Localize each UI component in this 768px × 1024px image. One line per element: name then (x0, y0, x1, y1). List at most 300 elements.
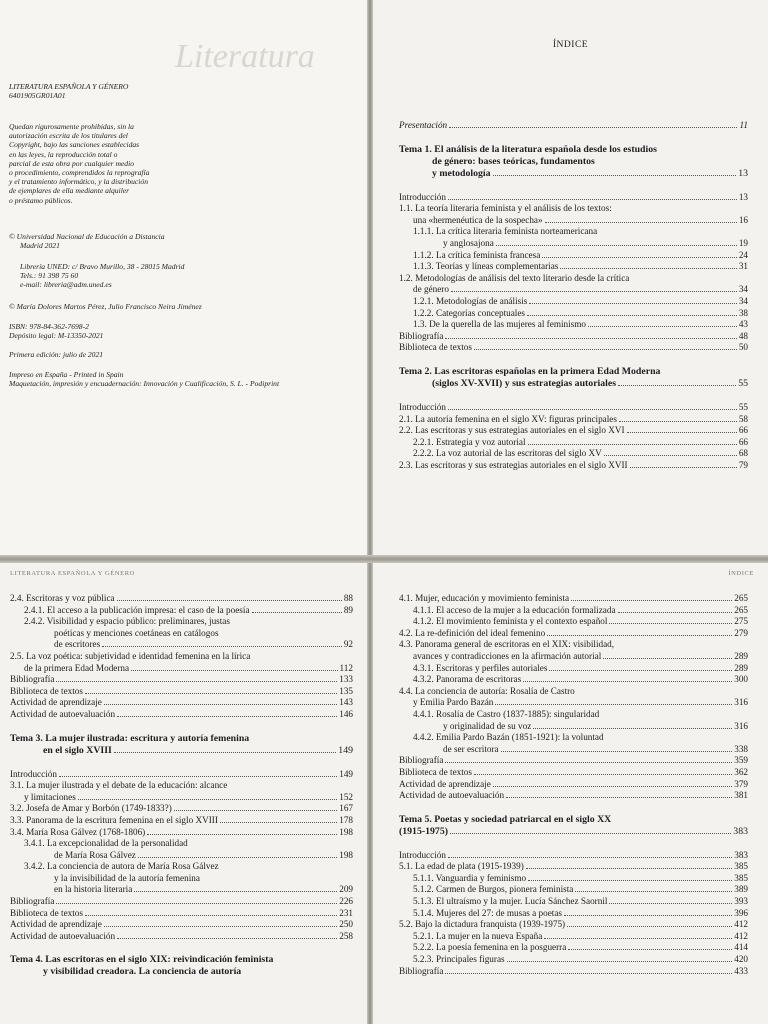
entry-label: Introducción (399, 191, 446, 202)
entry-label: Bibliografía (399, 755, 444, 766)
entry-label: Bibliografía (10, 674, 55, 685)
leader-dots (496, 245, 737, 246)
tema-line (399, 168, 748, 180)
tema-2-title (399, 366, 748, 390)
toc-entry (399, 884, 748, 896)
page-number: 265 (734, 593, 748, 603)
leader-dots (630, 467, 737, 468)
entry-label: 4.1. Mujer, educación y movimiento feminista (399, 593, 570, 603)
toc-entry (10, 815, 353, 827)
leader-dots (449, 127, 737, 128)
leader-dots (104, 926, 337, 927)
page-number: 412 (734, 919, 748, 930)
page-number: 231 (339, 907, 353, 918)
entry-label: 3.3. Panorama de la escritura femenina en el siglo XVIII (10, 814, 218, 825)
rights-notice (9, 122, 149, 205)
leader-dots (523, 681, 732, 682)
entry-label: 1.2.1. Metodologías de análisis (413, 295, 528, 306)
page-number: 420 (734, 954, 748, 965)
toc-entry (399, 908, 748, 920)
leader-dots (445, 762, 732, 763)
leader-dots (493, 175, 737, 176)
leader-dots (567, 926, 732, 927)
bleed-through-text: Literatura (175, 38, 315, 75)
leader-dots (56, 681, 337, 682)
spacer (399, 132, 748, 144)
leader-dots (609, 623, 732, 624)
entry-label: 5.1.2. Carmen de Burgos, pionera feminista (413, 884, 574, 895)
entry-label: Biblioteca de textos (10, 907, 83, 918)
toc-entry (10, 792, 353, 804)
entry-label: 1.1. La teoría literaria feminista y el análisis de los textos: (399, 203, 612, 214)
notice-line: Quedan rigurosamente prohibidas, sin la (9, 122, 134, 131)
spacer (399, 180, 748, 192)
leader-dots (526, 868, 732, 869)
entry-label: 2.2.1. Estrategia y voz autorial (413, 436, 526, 447)
page-number: 258 (339, 930, 353, 941)
running-head: LITERATURA ESPAÑOLA Y GÉNERO (10, 570, 135, 577)
tema-line: Tema 2. Las escritoras españolas en la primera Edad Moderna (399, 365, 661, 377)
toc-entry (399, 402, 748, 414)
toc-entry (399, 437, 748, 449)
entry-label: 2.3. Las escritoras y sus estrategias autoriales en el siglo XVII (399, 459, 628, 470)
toc-entry (399, 261, 748, 273)
copyright-page (0, 0, 367, 555)
spacer (399, 838, 748, 850)
leader-dots (131, 670, 337, 671)
entry-label: Bibliografía (10, 896, 55, 907)
entry-label: 2.4.1. El acceso a la publicación impresa: el caso de la poesía (24, 604, 250, 615)
entry-label: en el siglo XVIII (43, 744, 112, 756)
tema-line: de género: bases teóricas, fundamentos (432, 155, 595, 167)
toc-entry (399, 697, 748, 709)
entry-label: 4.3.2. Panorama de escritoras (413, 674, 522, 685)
toc-entry (10, 919, 353, 931)
tema-3-title (10, 733, 353, 757)
entry-label: Introducción (399, 849, 446, 860)
entry-label: Biblioteca de textos (399, 342, 472, 353)
page-number: 385 (734, 872, 748, 883)
tema-line: Tema 3. La mujer ilustrada: escritura y autoría femenina (10, 732, 250, 744)
leader-dots (528, 444, 737, 445)
leader-dots (474, 349, 737, 350)
edition-line: Primera edición: julio de 2021 (9, 350, 104, 359)
spacer (399, 354, 748, 366)
page-number: 19 (738, 237, 748, 248)
entry-label: poéticas y menciones coetáneas en catálogos (54, 627, 219, 638)
publisher-line: © Universidad Nacional de Educación a Distancia (9, 232, 165, 241)
spacer (10, 721, 353, 733)
entry-label: 5.1.4. Mujeres del 27: de musas a poetas (413, 907, 563, 918)
page-number: 379 (734, 778, 748, 789)
page-number: 167 (339, 803, 353, 814)
toc-entry (399, 250, 748, 262)
toc-entry (399, 779, 748, 791)
leader-dots (619, 421, 737, 422)
page-number: 393 (734, 896, 748, 907)
leader-dots (448, 409, 737, 410)
toc-entry (399, 663, 748, 675)
page-number: 149 (339, 768, 353, 779)
page-number: 385 (734, 861, 748, 872)
entry-label: Introducción (10, 768, 57, 779)
toc-entry (10, 884, 353, 896)
leader-dots (549, 670, 732, 671)
page-number: 265 (734, 604, 748, 615)
spacer (10, 757, 353, 769)
legal-deposit: Depósito legal: M-13350-2021 (9, 331, 104, 341)
entry-label: 2.2.2. La voz autorial de las escritoras del siglo XV (413, 448, 602, 459)
page-number: 112 (339, 662, 353, 673)
page-number: 34 (738, 295, 748, 306)
entry-label: de ser escritora (443, 743, 499, 754)
print-line: Maquetación, impresión y encuadernación: Innovación y Cualificación, S. L. - Podiprint (9, 379, 280, 389)
page-number: 16 (738, 214, 748, 225)
entry-label: Introducción (399, 401, 446, 412)
book-gutter (367, 0, 373, 1024)
leader-dots (527, 315, 737, 316)
authors-line: © María Dolores Martos Pérez, Julio Francisco Neira Jiménez (9, 302, 202, 311)
entry-label: y la invisibilidad de la autoría femenina (54, 872, 200, 883)
page-number: 34 (738, 284, 748, 295)
leader-dots (252, 612, 342, 613)
leader-dots (542, 257, 737, 258)
entry-label: 4.3. Panorama general de escritoras en el XIX: visibilidad, (399, 639, 615, 650)
page-number: 381 (734, 790, 748, 801)
toc-entry (399, 308, 748, 320)
toc-entry (10, 697, 353, 709)
entry-label: y originalidad de su voz (443, 720, 532, 731)
leader-dots (506, 797, 732, 798)
leader-dots (528, 880, 732, 881)
leader-dots (445, 973, 732, 974)
leader-dots (627, 432, 737, 433)
spacer (10, 942, 353, 954)
tema-line (399, 378, 748, 390)
entry-label: 4.4.2. Emilia Pardo Bazán (1851-1921): la voluntad (413, 732, 604, 743)
entry-label: 5.2. Bajo la dictadura franquista (1939-1975) (399, 919, 566, 930)
toc-entry (399, 215, 748, 227)
page-number: 55 (738, 401, 748, 412)
leader-dots (138, 857, 337, 858)
page-number: 89 (343, 604, 353, 615)
page-number: 13 (738, 167, 748, 179)
toc-entry (399, 296, 748, 308)
toc-entry (399, 605, 748, 617)
tema-line: Tema 4. Las escritoras en el siglo XIX: reivindicación feminista (10, 954, 274, 966)
toc-entry (399, 767, 748, 779)
toc-entry (399, 342, 748, 354)
entry-label: y limitaciones (24, 791, 76, 802)
book-title-block (9, 82, 128, 100)
entry-label: y Emilia Pardo Bazán (413, 697, 494, 708)
entry-label: 5.1. La edad de plata (1915-1939) (399, 861, 524, 872)
toc-entry (10, 827, 353, 839)
notice-line: o préstamo públicos. (9, 195, 73, 205)
entry-label: 5.2.2. La poesía femenina en la posguerra (413, 942, 567, 953)
toc-entry (399, 331, 748, 343)
scan-divider (0, 555, 768, 563)
notice-line: en las leyes, la reproducción total o (9, 149, 118, 159)
leader-dots (85, 915, 337, 916)
bookstore-line: Librería UNED: c/ Bravo Murillo, 38 - 28015 Madrid (20, 262, 185, 271)
tema-4-title (10, 954, 353, 978)
entry-label: 2.2. Las escritoras y sus estrategias autoriales en el siglo XVI (399, 425, 625, 436)
toc-entry (10, 850, 353, 862)
leader-dots (618, 612, 733, 613)
page-number: 43 (738, 319, 748, 330)
page-number: 38 (738, 307, 748, 318)
leader-dots (603, 658, 732, 659)
spacer (399, 390, 748, 402)
notice-line: y el tratamiento informático, y la distribución (9, 177, 148, 187)
entry-label: y anglosajona (443, 237, 494, 248)
toc-entry (399, 460, 748, 472)
entry-label: 2.4. Escritoras y voz pública (10, 593, 115, 603)
page-number: 66 (738, 425, 748, 436)
page-number: 133 (339, 674, 353, 685)
entry-label: 5.2.1. La mujer en la nueva España (413, 930, 543, 941)
entry-label: 4.1.1. El acceso de la mujer a la educación formalizada (413, 604, 616, 615)
toc-entry (399, 931, 748, 943)
toc-entry (10, 769, 353, 781)
entry-label: 3.4.2. La conciencia de autora de María Rosa Gálvez (24, 861, 219, 872)
running-head: ÍNDICE (728, 570, 754, 577)
toc-entry (399, 850, 748, 862)
toc-entry (10, 908, 353, 920)
leader-dots (618, 385, 736, 386)
entry-label: Bibliografía (399, 330, 444, 341)
page-number: 13 (738, 191, 748, 202)
toc-entry (399, 448, 748, 460)
entry-label: 4.2. La re-definición del ideal femenino (399, 627, 546, 638)
leader-dots (529, 303, 736, 304)
page-number: 55 (738, 377, 748, 389)
leader-dots (102, 646, 342, 647)
bookstore-line: e-mail: libreria@adm.uned.es (20, 280, 112, 290)
entry-label: 1.1.3. Teorías y líneas complementarias (413, 261, 559, 272)
entry-label: (siglos XV-XVII) y sus estrategias autoriales (432, 377, 617, 389)
leader-dots (533, 728, 732, 729)
toc-entry (399, 238, 748, 250)
page-number: 289 (734, 662, 748, 673)
leader-dots (588, 326, 737, 327)
entry-label: Presentación (399, 120, 448, 130)
page-number: 143 (339, 697, 353, 708)
index-page-bottom-left (0, 563, 367, 1024)
toc-bottom-left (10, 593, 353, 978)
isbn: ISBN: 978-84-362-7698-2 (9, 322, 89, 331)
toc-entry (10, 605, 353, 617)
entry-label: Actividad de aprendizaje (10, 919, 102, 930)
toc-entry (10, 663, 353, 675)
toc-entry (399, 954, 748, 966)
entry-label: 3.1. La mujer ilustrada y el debate de la educación: alcance (10, 780, 228, 791)
entry-label: 1.1.1. La crítica literaria feminista norteamericana (413, 226, 598, 237)
page-number: 66 (738, 436, 748, 447)
toc-entry (399, 593, 748, 605)
index-page-top (373, 0, 768, 555)
page-number: 11 (739, 120, 748, 130)
toc-entry (399, 919, 748, 931)
entry-label: Bibliografía (399, 965, 444, 976)
leader-dots (571, 600, 732, 601)
notice-line: parcial de esta obra por cualquier medio (9, 158, 135, 168)
entry-label: en la historia literaria (54, 884, 133, 895)
entry-label: Biblioteca de textos (10, 685, 83, 696)
leader-dots (445, 338, 736, 339)
page-number: 31 (738, 261, 748, 272)
leader-dots (448, 199, 737, 200)
page-number: 414 (734, 942, 748, 953)
entry-label: 2.4.2. Visibilidad y espacio público: preliminares, justas (24, 616, 230, 627)
leader-dots (545, 222, 737, 223)
toc-entry (399, 284, 748, 296)
leader-dots (495, 704, 732, 705)
entry-label: 4.4.1. Rosalía de Castro (1837-1885): singularidad (413, 708, 600, 719)
page-number: 149 (338, 744, 353, 756)
toc-entry (10, 803, 353, 815)
entry-label: de escritores (54, 639, 101, 650)
toc-entry (399, 319, 748, 331)
tema-line: y visibilidad creadora. La conciencia de autoría (43, 966, 242, 978)
leader-dots (564, 915, 732, 916)
leader-dots (220, 822, 337, 823)
page-number: 338 (734, 743, 748, 754)
page-number: 146 (339, 708, 353, 719)
toc-entry (10, 674, 353, 686)
toc-entry (10, 709, 353, 721)
leader-dots (568, 949, 732, 950)
leader-dots (78, 799, 337, 800)
leader-dots (59, 776, 337, 777)
toc-entry (399, 873, 748, 885)
entry-label: Biblioteca de textos (399, 766, 472, 777)
leader-dots (604, 455, 737, 456)
page-number: 396 (734, 907, 748, 918)
leader-dots (114, 752, 336, 753)
tema-line (10, 745, 353, 757)
toc-entry (399, 896, 748, 908)
page-number: 383 (733, 825, 748, 837)
entry-label: Actividad de aprendizaje (399, 778, 491, 789)
entry-label: Actividad de aprendizaje (10, 697, 102, 708)
entry-label: 1.2.2. Categorías conceptuales (413, 307, 525, 318)
leader-dots (104, 704, 337, 705)
tema-line (399, 826, 748, 838)
entry-label: 3.4.1. La excepcionalidad de la personalidad (24, 838, 188, 849)
leader-dots (575, 891, 732, 892)
print-line: Impreso en España - Printed in Spain (9, 370, 124, 379)
leader-dots (174, 810, 337, 811)
bookstore-line: Tels.: 91 398 75 60 (20, 271, 79, 281)
entry-label: 5.1.3. El ultraísmo y la mujer. Lucía Sánchez Saornil (413, 896, 608, 907)
page-number: 209 (339, 884, 353, 895)
entry-label: 4.1.2. El movimiento feminista y el contexto español (413, 616, 608, 627)
leader-dots (493, 786, 732, 787)
tema-1-title (399, 144, 748, 180)
leader-dots (448, 857, 732, 858)
page-number: 316 (734, 720, 748, 731)
entry-label: 3.2. Josefa de Amar y Borbón (1749-1833?) (10, 803, 172, 814)
page-number: 88 (343, 593, 353, 603)
toc-entry (399, 425, 748, 437)
toc-entry (10, 639, 353, 651)
entry-label: y metodología (432, 167, 491, 179)
entry-label: de la primera Edad Moderna (24, 662, 130, 673)
tema-5-title (399, 814, 748, 838)
page-number: 275 (734, 616, 748, 627)
index-page-bottom-right (373, 563, 768, 1024)
leader-dots (544, 938, 732, 939)
book-code: 6401905GR01A01 (9, 91, 66, 101)
toc-entry (399, 651, 748, 663)
page-number: 433 (734, 965, 748, 976)
toc-entry (399, 790, 748, 802)
page-number: 50 (738, 342, 748, 353)
entry-label: de género (413, 284, 449, 295)
entry-label: 1.2. Metodologías de análisis del texto literario desde la crítica (399, 272, 630, 283)
toc-entry (399, 755, 748, 767)
page-number: 135 (339, 685, 353, 696)
toc-entry (399, 942, 748, 954)
tema-line: Tema 5. Poetas y sociedad patriarcal en el siglo XX (399, 813, 612, 825)
printing-block (9, 370, 279, 388)
entry-label: Actividad de autoevaluación (10, 708, 116, 719)
toc-entry (399, 616, 748, 628)
leader-dots (117, 600, 342, 601)
entry-label: 1.1.2. La crítica feminista francesa (413, 249, 541, 260)
leader-dots (560, 268, 736, 269)
page-number: 178 (339, 814, 353, 825)
toc-entry (399, 744, 748, 756)
toc-entry (399, 414, 748, 426)
page-number: 289 (734, 650, 748, 661)
leader-dots (451, 291, 737, 292)
toc-entry (399, 721, 748, 733)
notice-line: o procedimiento, comprendidos la reprografía (9, 168, 150, 178)
page-number: 279 (734, 627, 748, 638)
entry-label: avances y contradicciones en la afirmación autorial (413, 650, 602, 661)
publisher-line: Madrid 2021 (20, 241, 60, 251)
page-number: 300 (734, 674, 748, 685)
page-number: 24 (738, 249, 748, 260)
spacer (399, 802, 748, 814)
toc-entry (10, 896, 353, 908)
toc-entry (399, 628, 748, 640)
page-number: 359 (734, 755, 748, 766)
toc-bottom-right (399, 593, 748, 977)
leader-dots (501, 751, 733, 752)
page-number: 79 (738, 459, 748, 470)
notice-line: Copyright, bajo las sanciones establecidas (9, 140, 140, 150)
leader-dots (450, 833, 731, 834)
index-heading: ÍNDICE (552, 40, 589, 50)
page-number: 58 (738, 413, 748, 424)
page-number: 412 (734, 930, 748, 941)
toc-entry (399, 192, 748, 204)
leader-dots (609, 903, 732, 904)
toc-entry (399, 120, 748, 132)
entry-label: una «hermenéutica de la sospecha» (413, 214, 543, 225)
notice-line: de ejemplares de ella mediante alquiler (9, 186, 130, 196)
leader-dots (147, 834, 337, 835)
entry-label: de María Rosa Gálvez (54, 849, 136, 860)
leader-dots (117, 938, 337, 939)
tema-line: Tema 1. El análisis de la literatura española desde los estudios (399, 143, 657, 155)
entry-label: 4.4. La conciencia de autoría: Rosalía de Castro (399, 685, 575, 696)
page-number: 383 (734, 849, 748, 860)
